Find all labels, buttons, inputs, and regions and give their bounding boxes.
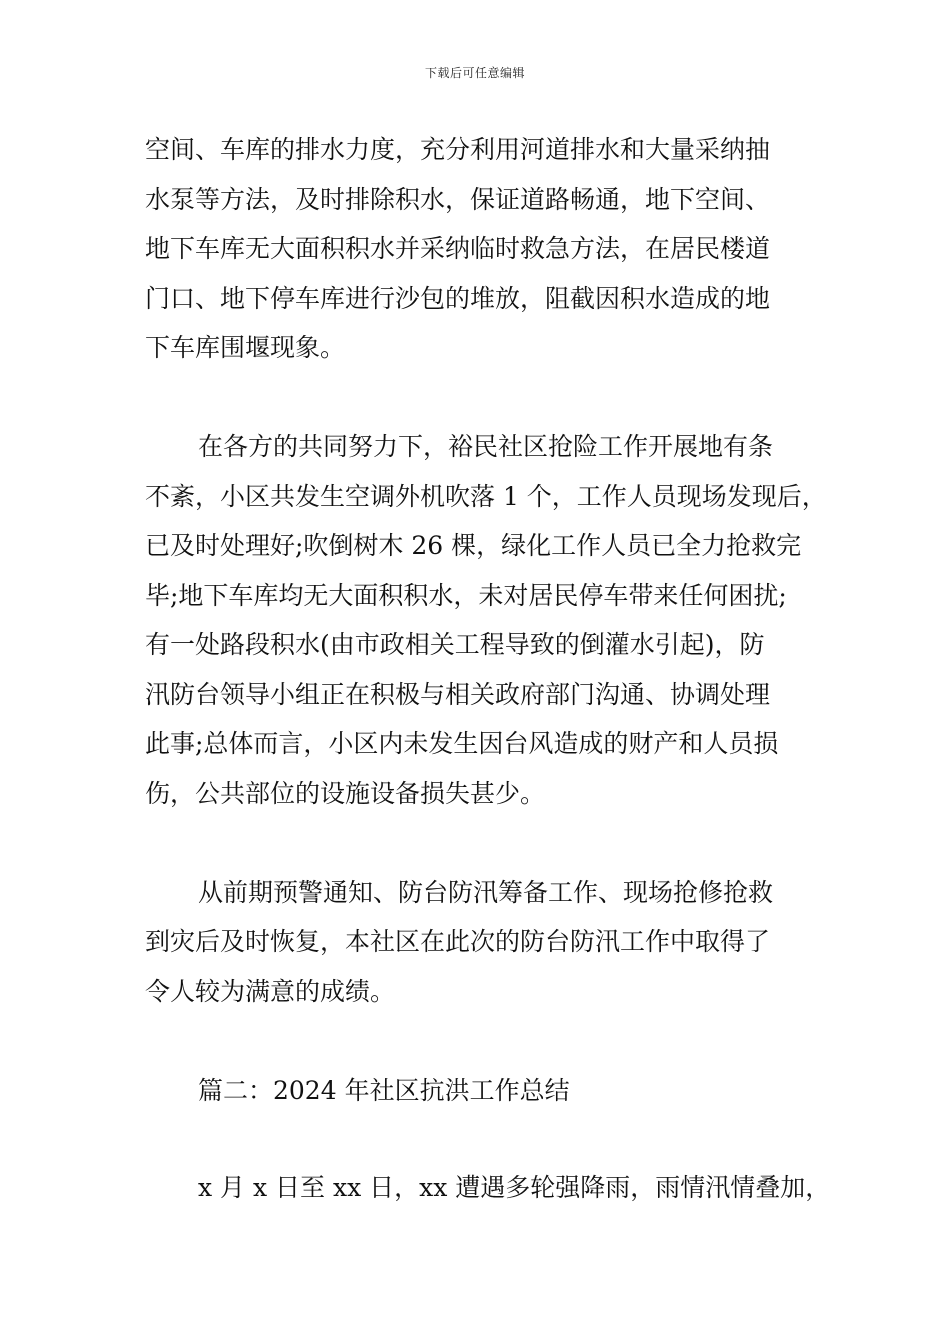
text-line: 不紊，小区共发生空调外机吹落 1 个，工作人员现场发现后， (145, 481, 827, 511)
text-line: 有一处路段积水(由市政相关工程导致的倒灌水引起)，防 (145, 630, 765, 659)
text-line: 到灾后及时恢复，本社区在此次的防台防汛工作中取得了 (145, 927, 771, 956)
section-heading (145, 1066, 835, 1116)
text-line: 篇二：2024 年社区抗洪工作总结 (198, 1075, 570, 1105)
page-header: 下载后可任意编辑 (424, 66, 525, 80)
document-body (145, 125, 835, 1213)
text-line: 下车库围堰现象。 (145, 333, 346, 362)
text-line: 令人较为满意的成绩。 (145, 976, 396, 1006)
paragraph-intro (145, 1163, 835, 1213)
text-line: 汛防台领导小组正在积极与相关政府部门沟通、协调处理 (145, 679, 771, 709)
text-line: 伤，公共部位的设施设备损失甚少。 (145, 778, 546, 808)
paragraph-rescue-results (145, 422, 835, 818)
text-line: 已及时处理好;吹倒树木 26 棵，绿化工作人员已全力抢救完 (145, 531, 802, 560)
text-line: 门口、地下停车库进行沙包的堆放，阻截因积水造成的地 (145, 283, 771, 313)
paragraph-drainage (145, 125, 835, 373)
text-line: 此事;总体而言，小区内未发生因台风造成的财产和人员损 (145, 729, 779, 758)
paragraph-conclusion (145, 868, 835, 1017)
text-line: 空间、车库的排水力度，充分利用河道排水和大量采纳抽 (145, 135, 771, 164)
text-line: 毕;地下车库均无大面积积水，未对居民停车带来任何困扰; (145, 580, 787, 610)
text-line: 从前期预警通知、防台防汛筹备工作、现场抢修抢救 (198, 877, 774, 907)
text-line: x 月 x 日至 xx 日，xx 遭遇多轮强降雨，雨情汛情叠加， (198, 1173, 831, 1202)
text-line: 在各方的共同努力下，裕民社区抢险工作开展地有条 (198, 432, 774, 461)
text-line: 水泵等方法，及时排除积水，保证道路畅通，地下空间、 (145, 184, 771, 214)
text-line: 地下车库无大面积积水并采纳临时救急方法，在居民楼道 (145, 234, 771, 263)
